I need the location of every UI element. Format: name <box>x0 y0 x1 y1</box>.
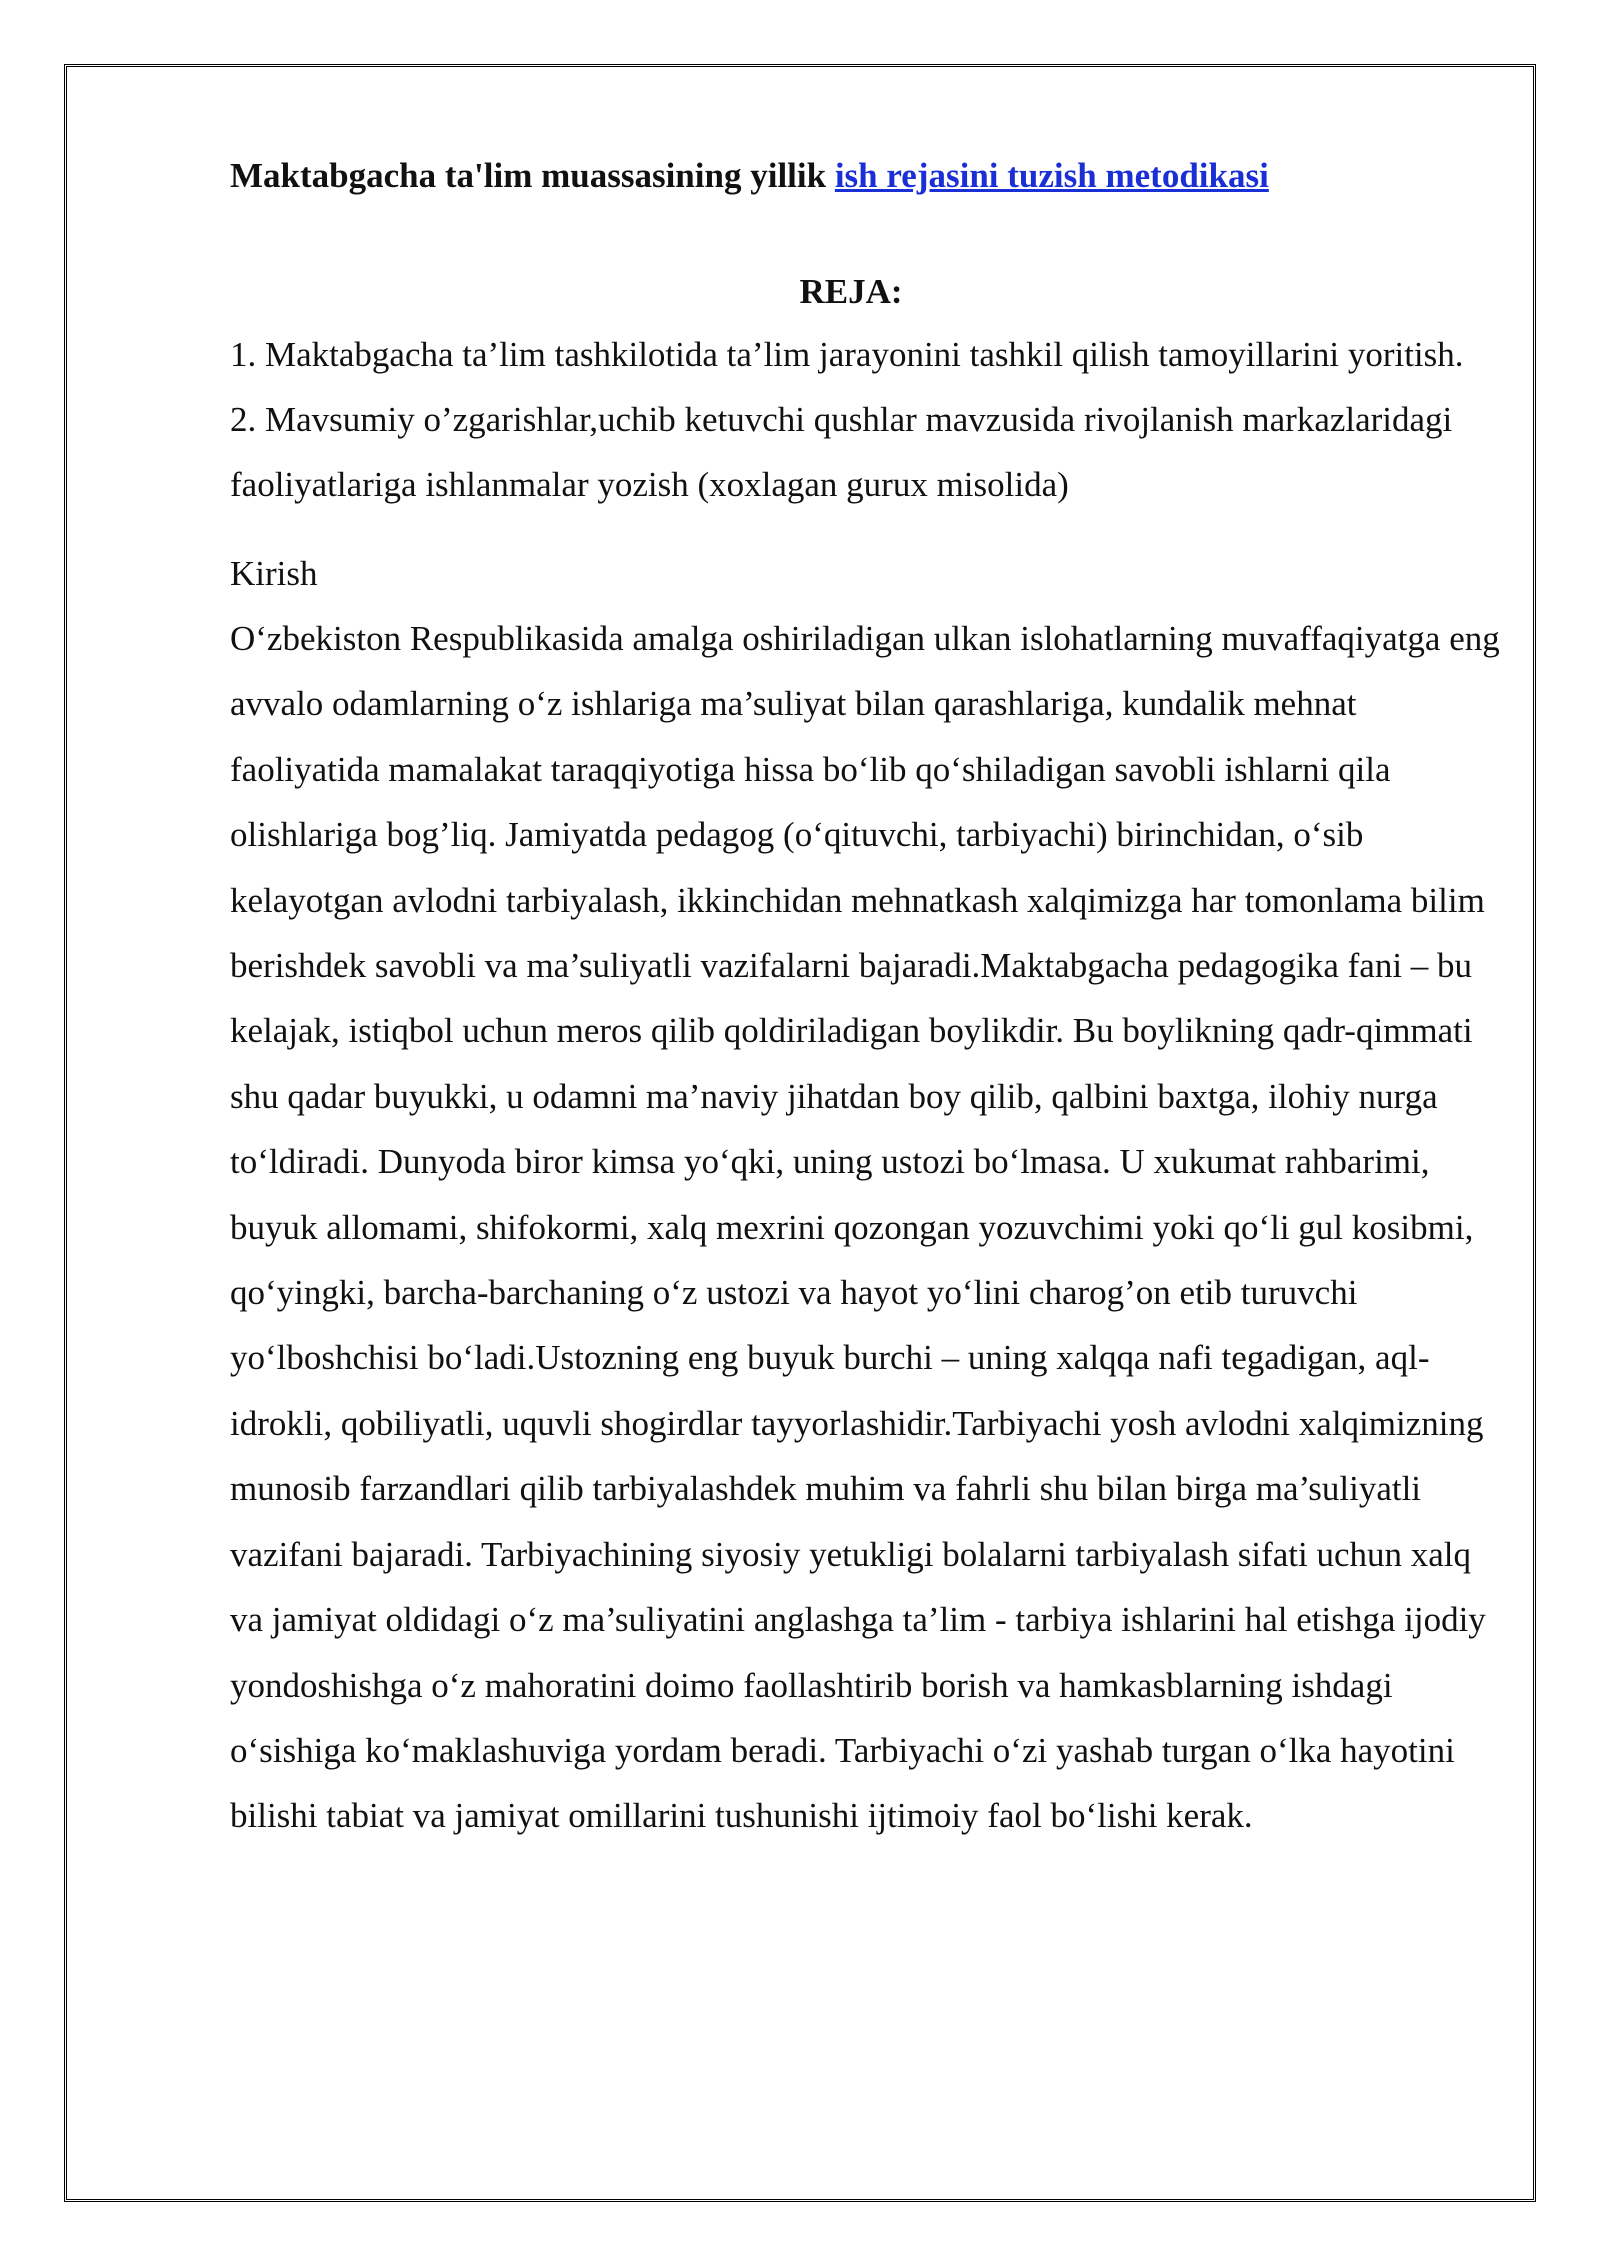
plan-heading: REJA: <box>799 272 903 311</box>
document-content <box>230 148 1502 1849</box>
intro-heading: Kirish <box>230 554 318 593</box>
plan-item-2: 2. Mavsumiy o’zgarishlar,uchib ketuvchi qushlar mavzusida rivojlanish markazlaridagi faoliyatlariga ishlanmalar yozish (xoxlagan gurux misolida) <box>230 400 1453 504</box>
plan-item-1: 1. Maktabgacha ta’lim tashkilotida ta’lim jarayonini tashkil qilish tamoyillarini yoritish. <box>230 335 1464 374</box>
document-title <box>230 148 1502 204</box>
title-text: Maktabgacha ta'lim muassasining yillik <box>230 156 835 195</box>
plan-list <box>230 322 1502 517</box>
title-link[interactable]: ish rejasini tuzish metodikasi <box>834 156 1269 195</box>
intro-paragraph: O‘zbekiston Respublikasida amalga oshiriladigan ulkan islohatlarning muvaffaqiyatga eng avvalo odamlarning o‘z ishlariga ma’suliyat bilan qarashlariga, kundalik mehnat faoliyatida mamalakat taraqqiyotiga hissa bo‘lib qo‘shiladigan savobli ishlarni qila olishlariga bog’liq. Jamiyatda pedagog (o‘qituvchi, tarbiyachi) birinchidan, o‘sib kelayotgan avlodni tarbiyalash, ikkinchidan mehnatkash xalqimizga har tomonlama bilim berishdek savobli va ma’suliyatli vazifalarni bajaradi.Maktabgacha pedagogika fani – bu kelajak, istiqbol uchun meros qilib qoldiriladigan boylikdir. Bu boylikning qadr-qimmati shu qadar buyukki, u odamni ma’naviy jihatdan boy qilib, qalbini baxtga, ilohiy nurga to‘ldiradi. Dunyoda biror kimsa yo‘qki, uning ustozi bo‘lmasa. U xukumat rahbarimi, buyuk allomami, shifokormi, xalq mexrini qozongan yozuvchimi yoki qo‘li gul kosibmi, qo‘yingki, barcha-barchaning o‘z ustozi va hayot yo‘lini charog’on etib turuvchi yo‘lboshchisi bo‘ladi.Ustozning eng buyuk burchi – uning xalqqa nafi tegadigan, aql-idrokli, qobiliyatli, uquvli shogirdlar tayyorlashidir.Tarbiyachi yosh avlodni xalqimizning munosib farzandlari qilib tarbiyalashdek muhim va fahrli shu bilan birga ma’suliyatli vazifani bajaradi. Tarbiyachining siyosiy yetukligi bolalarni tarbiyalash sifati uchun xalq va jamiyat oldidagi o‘z ma’suliyatini anglashga ta’lim - tarbiya ishlarini hal etishga ijodiy yondoshishga o‘z mahoratini doimo faollashtirib borish va hamkasblarning ishdagi o‘sishiga ko‘maklashuviga yordam beradi. Tarbiyachi o‘zi yashab turgan o‘lka hayotini bilishi tabiat va jamiyat omillarini tushunishi ijtimoiy faol bo‘lishi kerak. <box>230 619 1500 1836</box>
